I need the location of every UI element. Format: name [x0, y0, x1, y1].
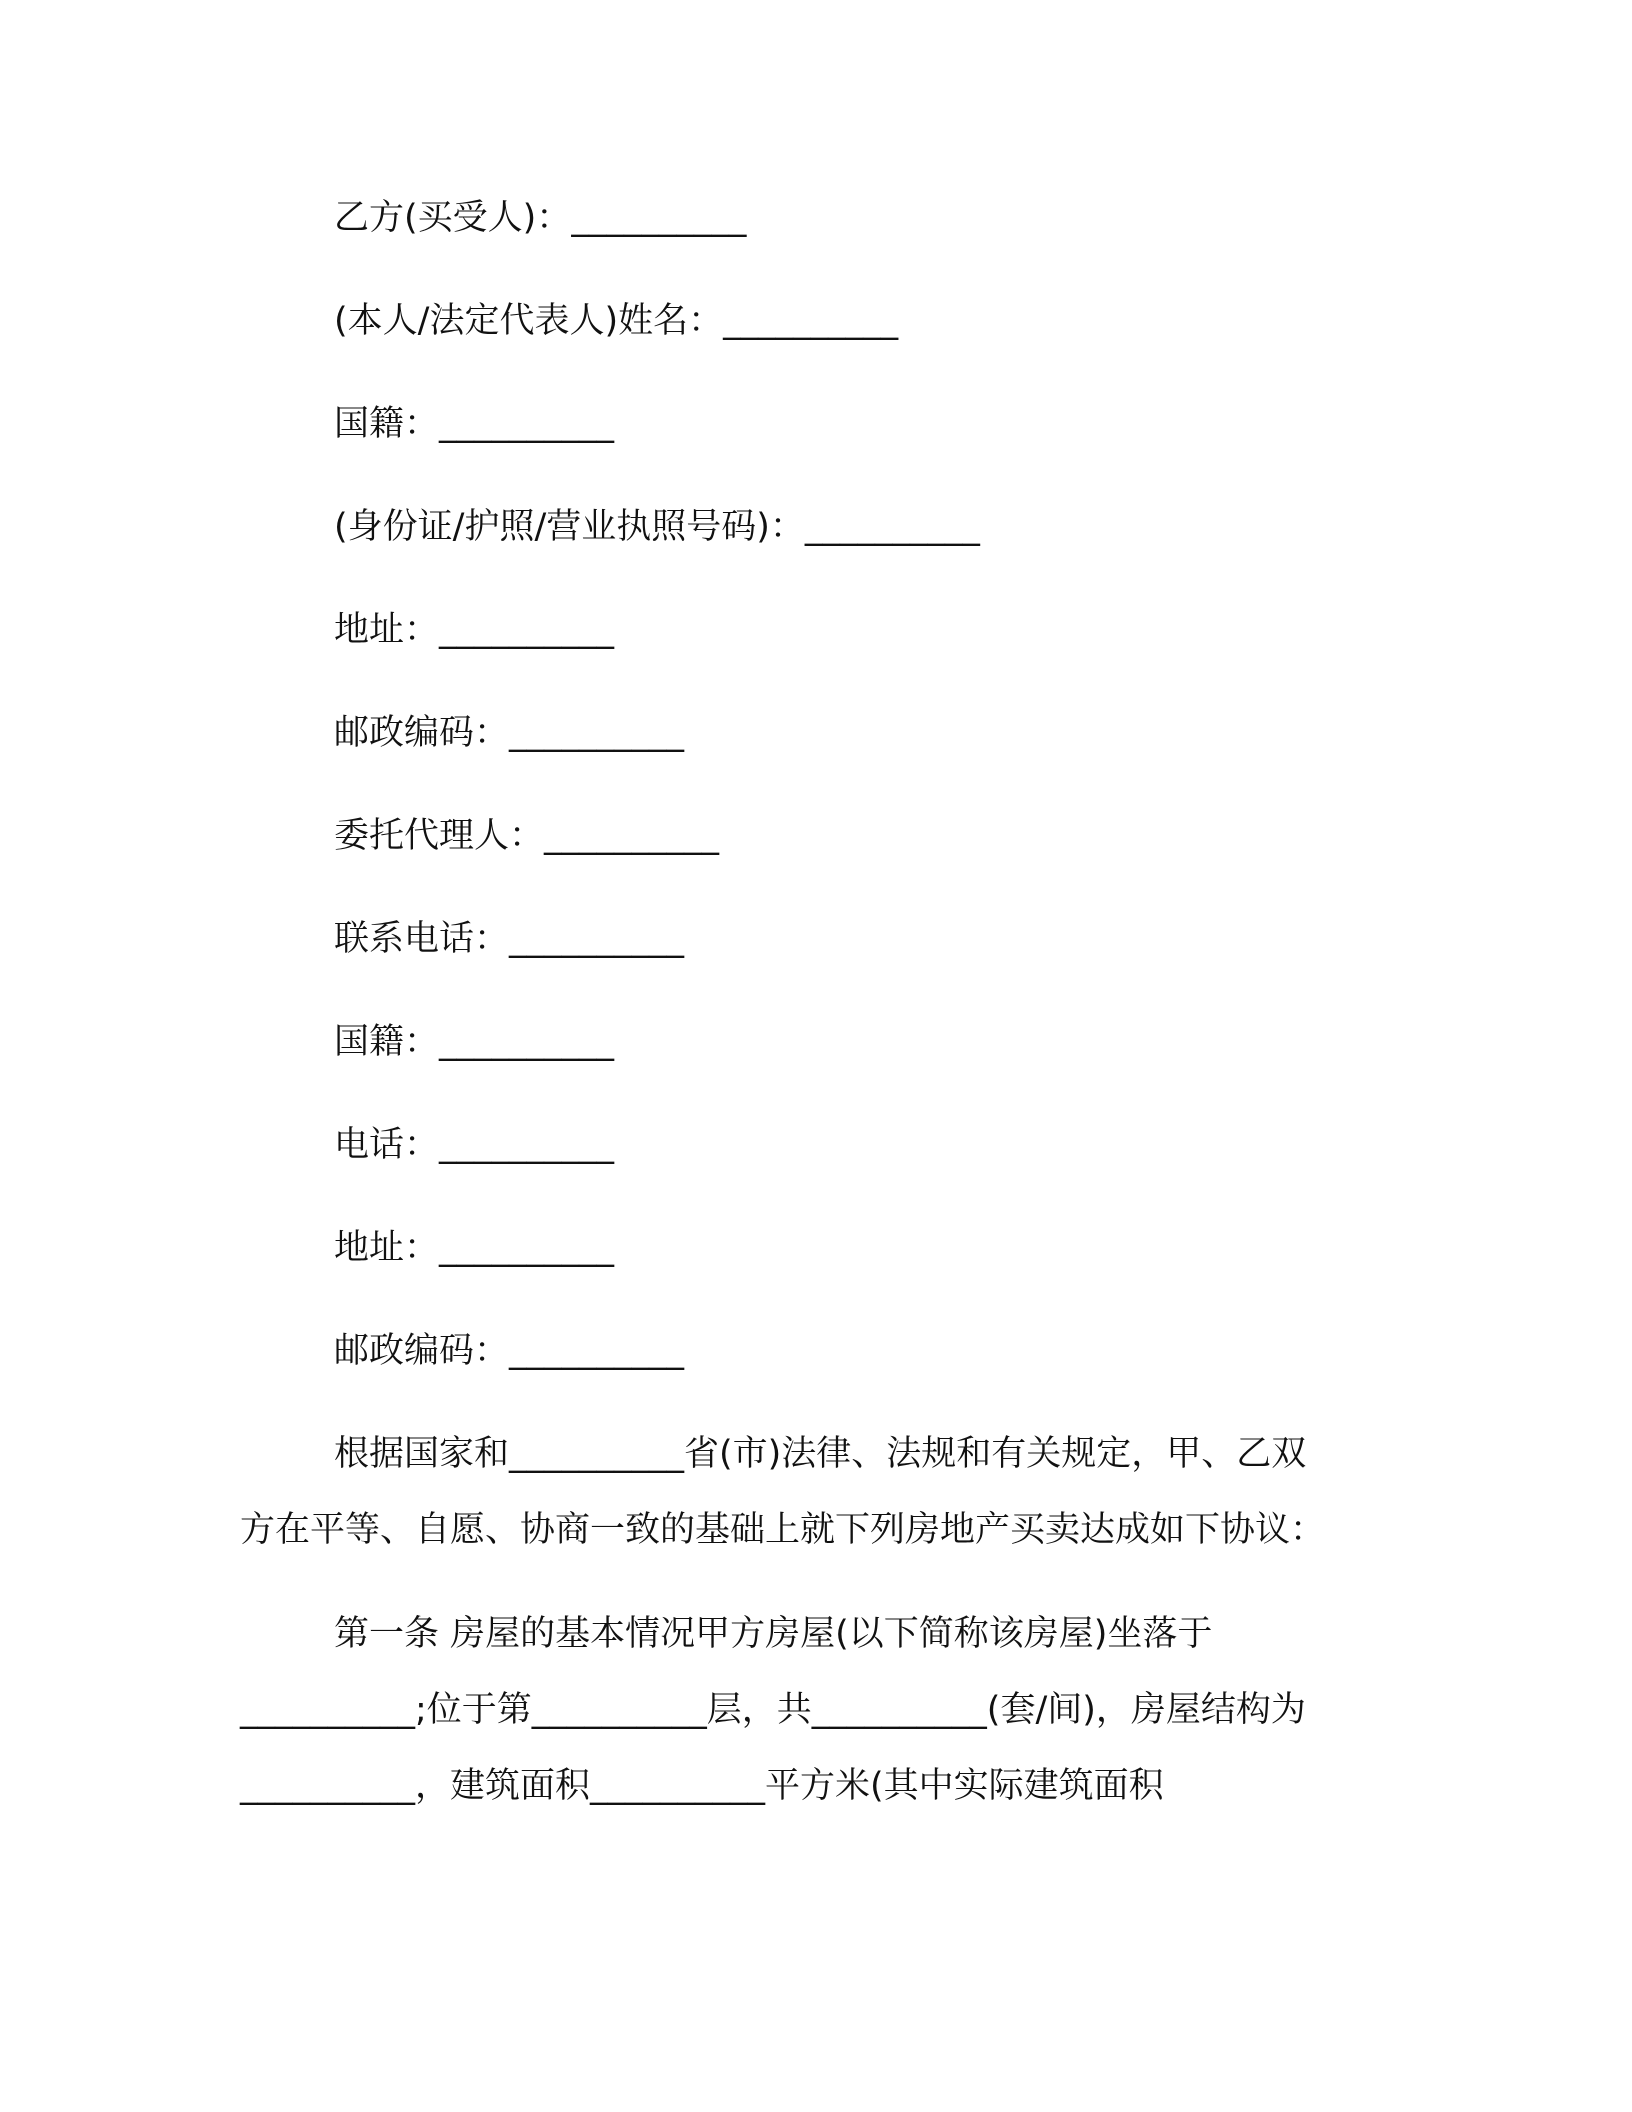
field-label: 委托代理人：: [334, 816, 545, 856]
field-label: 电话：: [334, 1125, 440, 1165]
representative-name-field: [334, 299, 898, 343]
field-blank[interactable]: __________: [571, 198, 747, 238]
agent-field: [334, 814, 719, 858]
field-label: (身份证/护照/营业执照号码)：: [334, 507, 805, 547]
field-label: 乙方(买受人)：: [334, 198, 572, 238]
field-blank[interactable]: __________: [544, 816, 720, 856]
field-label: 联系电话：: [334, 919, 510, 959]
agent-nationality-field: [334, 1020, 614, 1064]
field-blank[interactable]: __________: [439, 1022, 615, 1062]
postal-code-field: [334, 711, 684, 755]
field-blank[interactable]: __________: [509, 919, 685, 959]
field-label: (本人/法定代表人)姓名：: [334, 301, 724, 341]
field-label: 地址：: [334, 1228, 440, 1268]
buyer-field: [334, 196, 746, 240]
agent-address-field: [334, 1226, 614, 1270]
field-blank[interactable]: __________: [509, 713, 685, 753]
field-blank[interactable]: __________: [439, 1228, 615, 1268]
field-blank[interactable]: __________: [439, 610, 615, 650]
agent-postal-code-field: [334, 1329, 684, 1373]
field-blank[interactable]: __________: [439, 404, 615, 444]
field-blank[interactable]: __________: [804, 507, 980, 547]
field-label: 地址：: [334, 610, 440, 650]
field-blank[interactable]: __________: [723, 301, 899, 341]
field-label: 国籍：: [334, 404, 440, 444]
nationality-field: [334, 402, 614, 446]
contact-phone-field: [334, 917, 684, 961]
article-1-line-2: __________;位于第__________层，共__________(套/间)，房屋结构为: [240, 1690, 1306, 1730]
article-1-line-1: 第一条 房屋的基本情况甲方房屋(以下简称该房屋)坐落于: [334, 1614, 1213, 1654]
field-label: 国籍：: [334, 1022, 440, 1062]
field-label: 邮政编码：: [334, 713, 510, 753]
field-label: 邮政编码：: [334, 1331, 510, 1371]
field-blank[interactable]: __________: [439, 1125, 615, 1165]
id-number-field: [334, 505, 980, 549]
article-1-line-3: __________，建筑面积__________平方米(其中实际建筑面积: [240, 1766, 1164, 1806]
field-blank[interactable]: __________: [509, 1331, 685, 1371]
intro-line-1: 根据国家和__________省(市)法律、法规和有关规定，甲、乙双: [334, 1434, 1307, 1474]
intro-line-2: 方在平等、自愿、协商一致的基础上就下列房地产买卖达成如下协议：: [240, 1510, 1326, 1550]
address-field: [334, 608, 614, 652]
phone-field: [334, 1123, 614, 1167]
